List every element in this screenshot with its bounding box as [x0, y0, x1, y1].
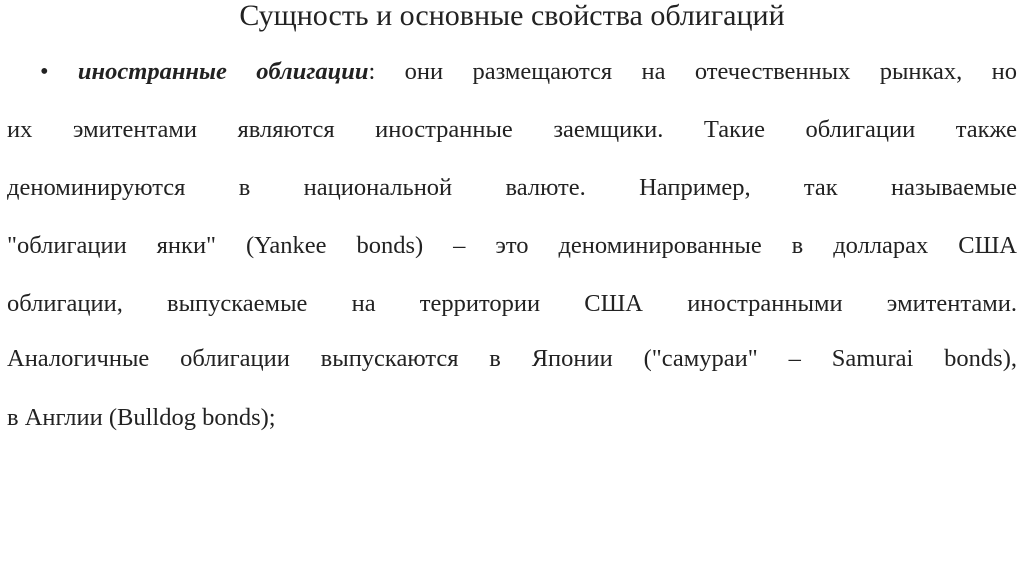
term-foreign-bonds: иностранные облигации — [77, 58, 369, 85]
paragraph-line: : они размещаются на отечественных рынках, но — [368, 58, 1018, 85]
bullet-marker: • — [40, 58, 49, 85]
paragraph-line: облигации, выпускаемые на территории США иностранными эмитентами. — [7, 290, 1017, 317]
slide-title: Сущность и основные свойства облигаций — [239, 0, 785, 32]
paragraph-line: "облигации янки" (Yankee bonds) – это деноминированные в долларах США — [7, 232, 1017, 259]
paragraph-line: Аналогичные облигации выпускаются в Японии ("самураи" – Samurai bonds), — [7, 345, 1017, 372]
paragraph-line: в Англии (Bulldog bonds); — [7, 404, 276, 431]
paragraph-line: их эмитентами являются иностранные заемщики. Такие облигации также — [7, 116, 1017, 143]
bullet-line-1 — [40, 57, 1017, 87]
paragraph-line: деноминируются в национальной валюте. Например, так называемые — [7, 174, 1017, 201]
